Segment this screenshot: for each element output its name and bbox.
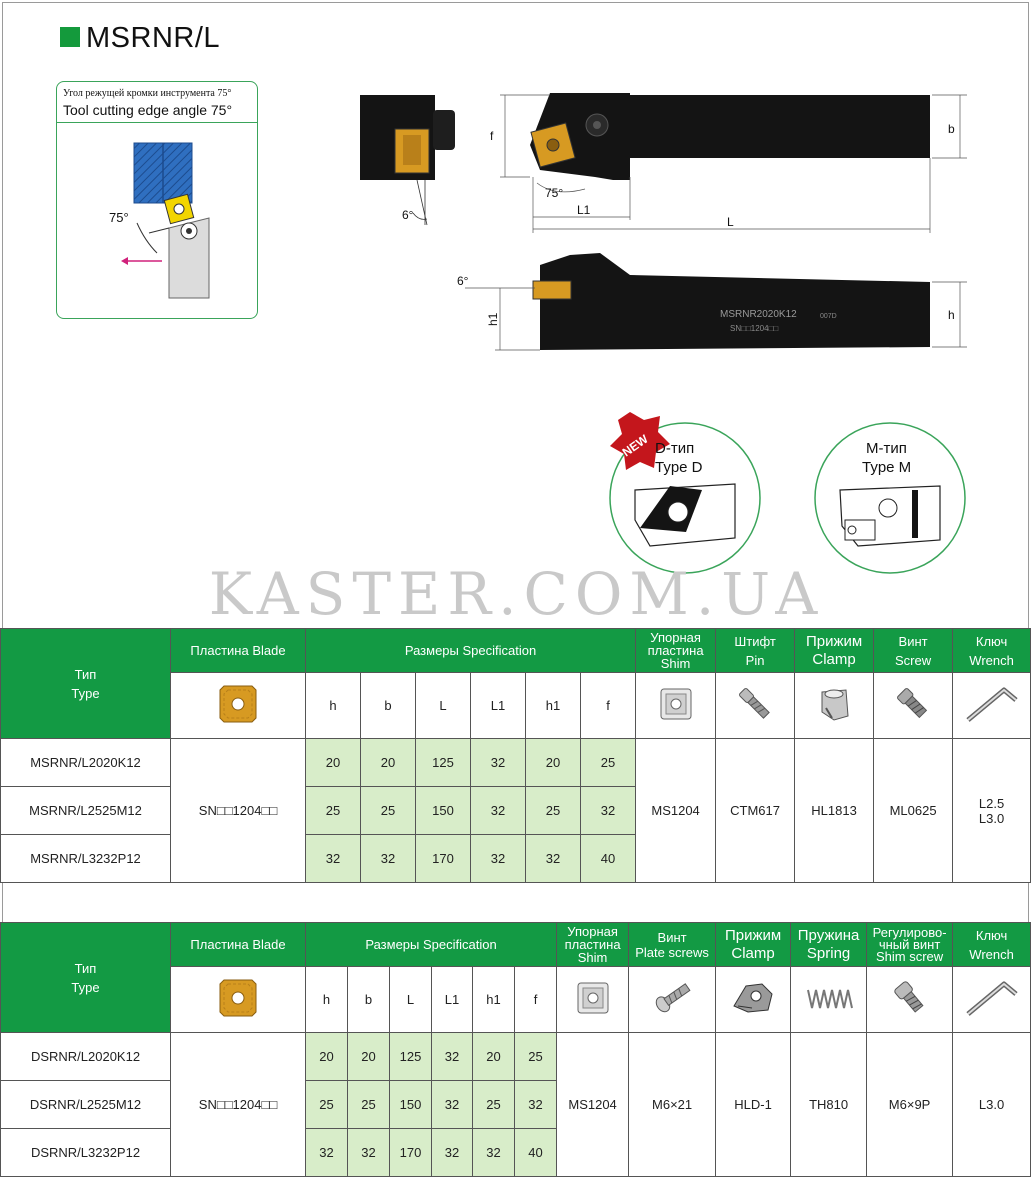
wrench-header-ru: Ключ bbox=[975, 927, 1008, 943]
cell-L1: 32 bbox=[471, 835, 526, 883]
cell-b: 20 bbox=[361, 739, 416, 787]
table-row-model: DSRNR/L2020K12 bbox=[1, 1033, 171, 1081]
shim-screw-code: M6×9P bbox=[867, 1033, 953, 1177]
cell-f: 40 bbox=[515, 1129, 557, 1177]
shim-screw-image-cell bbox=[867, 967, 953, 1033]
angle-6-side: 6° bbox=[457, 274, 469, 288]
shim-header-l3: Shim bbox=[660, 656, 691, 671]
page-title: MSRNR/L bbox=[86, 22, 221, 54]
shim-header-l1: Упорная bbox=[650, 630, 701, 645]
cell-L1: 32 bbox=[432, 1129, 473, 1177]
dim-h1: h1 bbox=[486, 312, 500, 326]
spring-code: TH810 bbox=[791, 1033, 867, 1177]
cell-h: 20 bbox=[306, 1033, 348, 1081]
front-view bbox=[360, 95, 455, 225]
plate-screw-icon bbox=[647, 976, 697, 1020]
shim-screw-header-l2: чный винт bbox=[878, 936, 941, 952]
col-L: L bbox=[416, 673, 471, 739]
clamp-header bbox=[795, 629, 874, 673]
blade-image-cell bbox=[171, 673, 306, 739]
cell-h1: 25 bbox=[473, 1081, 515, 1129]
cell-f: 25 bbox=[581, 739, 636, 787]
wrench-header bbox=[953, 629, 1031, 673]
shim-header-l3: Shim bbox=[577, 950, 608, 965]
blade-code: SN□□1204□□ bbox=[171, 1033, 306, 1177]
cell-L1: 32 bbox=[471, 787, 526, 835]
angle-75-drawing: 75° bbox=[545, 186, 564, 200]
cell-L1: 32 bbox=[432, 1033, 473, 1081]
cell-b: 32 bbox=[348, 1129, 390, 1177]
cell-h: 32 bbox=[306, 1129, 348, 1177]
wrench-code-l1: L2.5 bbox=[978, 795, 1005, 811]
cell-h1: 20 bbox=[526, 739, 581, 787]
col-b: b bbox=[348, 967, 390, 1033]
engraving-model: MSRNR2020K12 bbox=[720, 309, 797, 320]
screw-header-ru: Винт bbox=[898, 633, 928, 649]
wrench-image-cell bbox=[953, 673, 1031, 739]
wrench-header bbox=[953, 923, 1031, 967]
cell-h1: 25 bbox=[526, 787, 581, 835]
cell-b: 25 bbox=[348, 1081, 390, 1129]
watermark-part1: KASTER bbox=[208, 560, 499, 628]
cell-f: 32 bbox=[581, 787, 636, 835]
new-badge-text: NEW bbox=[619, 431, 651, 460]
cell-h: 20 bbox=[306, 739, 361, 787]
shim-screw-header-l3: Shim screw bbox=[875, 948, 944, 964]
spec-header: Размеры Specification bbox=[306, 923, 557, 967]
cell-h: 32 bbox=[306, 835, 361, 883]
cell-L: 125 bbox=[390, 1033, 432, 1081]
screw-header bbox=[874, 629, 953, 673]
spec-table-msrnr bbox=[0, 628, 1031, 883]
screw-icon bbox=[891, 682, 935, 726]
pin-header-ru: Штифт bbox=[734, 633, 776, 649]
pin-image-cell bbox=[716, 673, 795, 739]
shim-image-cell bbox=[636, 673, 716, 739]
pin-icon bbox=[733, 682, 777, 726]
col-h: h bbox=[306, 967, 348, 1033]
table-row-model: MSRNR/L2525M12 bbox=[1, 787, 171, 835]
type-header bbox=[1, 629, 171, 739]
col-h: h bbox=[306, 673, 361, 739]
wrench-code-l2: L3.0 bbox=[978, 810, 1005, 826]
spec-table-dsrnr bbox=[0, 922, 1031, 1177]
clamp-header-en: Clamp bbox=[812, 650, 856, 668]
table-row-model: MSRNR/L2020K12 bbox=[1, 739, 171, 787]
clamp-header-en: Clamp bbox=[731, 944, 775, 962]
wrench-icon bbox=[962, 976, 1022, 1020]
pin-header-en: Pin bbox=[745, 652, 765, 668]
shim-screw-header-l1: Регулирово- bbox=[872, 924, 947, 940]
cell-L: 170 bbox=[390, 1129, 432, 1177]
pin-header bbox=[716, 629, 795, 673]
clamp-icon bbox=[728, 976, 778, 1020]
angle-diagram bbox=[57, 123, 257, 318]
cell-h: 25 bbox=[306, 787, 361, 835]
blade-insert-icon bbox=[216, 682, 260, 726]
col-h1: h1 bbox=[473, 967, 515, 1033]
blade-code: SN□□1204□□ bbox=[171, 739, 306, 883]
col-L1: L1 bbox=[471, 673, 526, 739]
cell-f: 25 bbox=[515, 1033, 557, 1081]
engraving-small: 007D bbox=[820, 313, 837, 320]
cell-L: 125 bbox=[416, 739, 471, 787]
screw-code: ML0625 bbox=[874, 739, 953, 883]
type-header bbox=[1, 923, 171, 1033]
cell-b: 32 bbox=[361, 835, 416, 883]
dim-b: b bbox=[948, 122, 955, 136]
spring-header-ru: Пружина bbox=[797, 926, 860, 944]
cell-h1: 20 bbox=[473, 1033, 515, 1081]
col-f: f bbox=[581, 673, 636, 739]
clamp-icon bbox=[812, 682, 856, 726]
plate-screws-header-en: Plate screws bbox=[635, 944, 709, 960]
shim-header bbox=[636, 629, 716, 673]
shim-header-l2: пластина bbox=[647, 643, 704, 658]
col-h1: h1 bbox=[526, 673, 581, 739]
clamp-code: HL1813 bbox=[795, 739, 874, 883]
blade-image-cell bbox=[171, 967, 306, 1033]
blade-insert-icon bbox=[216, 976, 260, 1020]
cell-f: 32 bbox=[515, 1081, 557, 1129]
clamp-image-cell bbox=[795, 673, 874, 739]
clamp-image-cell bbox=[716, 967, 791, 1033]
side-view bbox=[457, 253, 967, 350]
wrench-icon bbox=[962, 682, 1022, 726]
dim-h: h bbox=[948, 308, 955, 322]
shim-icon bbox=[659, 687, 693, 721]
top-view bbox=[490, 93, 967, 233]
cell-L: 170 bbox=[416, 835, 471, 883]
blade-header: Пластина Blade bbox=[171, 629, 306, 673]
spring-header bbox=[791, 923, 867, 967]
watermark-part2: COM.UA bbox=[523, 560, 825, 628]
plate-screws-header-ru: Винт bbox=[657, 929, 687, 945]
type-header-en: Type bbox=[71, 979, 100, 995]
cell-h1: 32 bbox=[526, 835, 581, 883]
cell-h1: 32 bbox=[473, 1129, 515, 1177]
wrench-code: L3.0 bbox=[953, 1033, 1031, 1177]
spring-header-en: Spring bbox=[806, 944, 851, 962]
tool-drawing bbox=[355, 85, 975, 360]
pin-code: CTM617 bbox=[716, 739, 795, 883]
col-L: L bbox=[390, 967, 432, 1033]
clamp-header-ru: Прижим bbox=[724, 926, 782, 944]
clamp-header-ru: Прижим bbox=[805, 632, 863, 650]
type-m-en: Type M bbox=[862, 459, 912, 476]
cell-L: 150 bbox=[416, 787, 471, 835]
dim-f: f bbox=[490, 129, 494, 143]
angle-75-label: 75° bbox=[109, 210, 129, 225]
shim-icon bbox=[576, 981, 610, 1015]
cell-L: 150 bbox=[390, 1081, 432, 1129]
plate-screw-code: M6×21 bbox=[629, 1033, 716, 1177]
table-row-model: MSRNR/L3232P12 bbox=[1, 835, 171, 883]
cell-L1: 32 bbox=[471, 739, 526, 787]
cutting-edge-angle-card bbox=[56, 81, 258, 319]
table-row-model: DSRNR/L2525M12 bbox=[1, 1081, 171, 1129]
col-L1: L1 bbox=[432, 967, 473, 1033]
title-marker bbox=[60, 27, 80, 47]
blade-header: Пластина Blade bbox=[171, 923, 306, 967]
plate-screws-header bbox=[629, 923, 716, 967]
col-b: b bbox=[361, 673, 416, 739]
shim-code: MS1204 bbox=[557, 1033, 629, 1177]
shim-code: MS1204 bbox=[636, 739, 716, 883]
clamp-code: HLD-1 bbox=[716, 1033, 791, 1177]
shim-header-l2: пластина bbox=[564, 937, 621, 952]
wrench-code bbox=[953, 739, 1031, 883]
clamp-header bbox=[716, 923, 791, 967]
spring-image-cell bbox=[791, 967, 867, 1033]
screw-header-en: Screw bbox=[895, 652, 932, 668]
shim-screw-header bbox=[867, 923, 953, 967]
watermark bbox=[0, 560, 1033, 628]
type-m-ru: M-тип bbox=[866, 440, 907, 457]
angle-caption-ru: Угол режущей кромки инструмента 75° bbox=[63, 88, 232, 99]
wrench-header-en: Wrench bbox=[969, 652, 1014, 668]
table-row-model: DSRNR/L3232P12 bbox=[1, 1129, 171, 1177]
cell-f: 40 bbox=[581, 835, 636, 883]
shim-header-l1: Упорная bbox=[567, 924, 618, 939]
type-header-ru: Тип bbox=[74, 666, 97, 682]
type-d-ru: D-тип bbox=[655, 440, 695, 457]
cell-h: 25 bbox=[306, 1081, 348, 1129]
shim-image-cell bbox=[557, 967, 629, 1033]
col-f: f bbox=[515, 967, 557, 1033]
cell-b: 20 bbox=[348, 1033, 390, 1081]
screw-image-cell bbox=[874, 673, 953, 739]
type-d-en: Type D bbox=[655, 459, 703, 476]
dim-L1: L1 bbox=[577, 203, 591, 217]
wrench-image-cell bbox=[953, 967, 1031, 1033]
angle-caption-en: Tool cutting edge angle 75° bbox=[63, 102, 233, 118]
angle-6-top: 6° bbox=[402, 208, 414, 222]
type-header-ru: Тип bbox=[74, 960, 97, 976]
watermark-dot: . bbox=[498, 560, 524, 628]
spec-header: Размеры Specification bbox=[306, 629, 636, 673]
wrench-header-ru: Ключ bbox=[975, 633, 1008, 649]
spring-icon bbox=[802, 976, 856, 1020]
engraving-insert: SN□□1204□□ bbox=[730, 324, 779, 333]
shim-header bbox=[557, 923, 629, 967]
plate-screw-image-cell bbox=[629, 967, 716, 1033]
wrench-header-en: Wrench bbox=[969, 946, 1014, 962]
cell-L1: 32 bbox=[432, 1081, 473, 1129]
dim-L: L bbox=[727, 215, 734, 229]
type-circles bbox=[590, 408, 980, 583]
cell-b: 25 bbox=[361, 787, 416, 835]
type-header-en: Type bbox=[71, 685, 100, 701]
shim-screw-icon bbox=[888, 976, 932, 1020]
